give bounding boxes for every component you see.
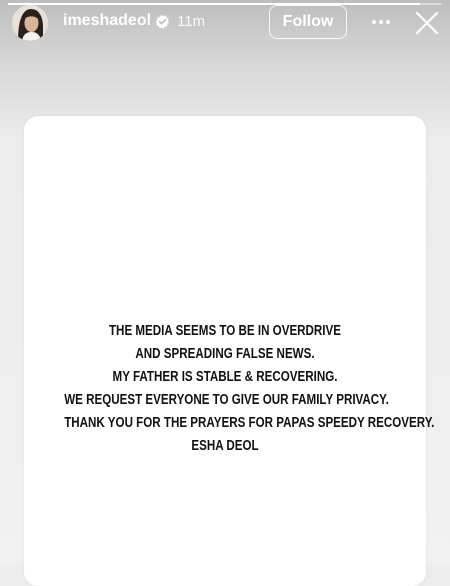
avatar[interactable] [12, 5, 48, 41]
more-options-icon[interactable] [367, 10, 395, 34]
avatar-image [12, 5, 48, 41]
statement-text [24, 320, 435, 458]
statement-line: WE REQUEST EVERYONE TO GIVE OUR FAMILY PRIVACY. [64, 392, 389, 408]
statement-line: THANK YOU FOR THE PRAYERS FOR PAPAS SPEEDY RECOVERY. [64, 415, 435, 431]
follow-button[interactable]: Follow [269, 5, 347, 39]
statement-line: THE MEDIA SEEMS TO BE IN OVERDRIVE [108, 323, 342, 339]
username[interactable]: imeshadeol [63, 12, 152, 29]
statement-signature: ESHA DEOL [191, 438, 259, 454]
statement-line: MY FATHER IS STABLE & RECOVERING. [112, 369, 338, 385]
verified-badge-icon [155, 14, 170, 29]
close-icon[interactable] [414, 10, 440, 36]
statement-line: AND SPREADING FALSE NEWS. [135, 346, 315, 362]
post-timestamp: 11m [177, 13, 206, 30]
story-header [0, 0, 450, 48]
